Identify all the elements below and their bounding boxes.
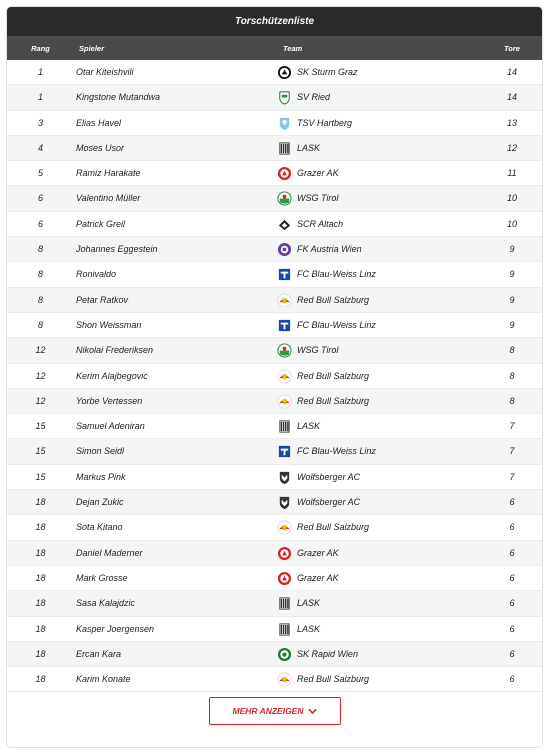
header-team: Team	[283, 44, 303, 53]
sturm-graz-crest-icon	[277, 65, 292, 80]
row-goals: 11	[507, 168, 517, 179]
row-goals: 6	[509, 598, 515, 609]
row-rank: 8	[37, 269, 43, 280]
row-player-name[interactable]: Ercan Kara	[76, 648, 122, 659]
row-goals: 6	[509, 547, 515, 558]
red-bull-salzburg-crest-icon	[277, 394, 292, 409]
row-team-name: Red Bull Salzburg	[297, 370, 370, 381]
row-team-name: LASK	[297, 598, 321, 609]
table-row	[7, 439, 542, 464]
row-player-name[interactable]: Patrick Greil	[76, 218, 126, 229]
row-goals: 14	[506, 92, 517, 103]
row-team[interactable]	[277, 217, 343, 232]
row-team[interactable]	[277, 520, 369, 535]
rapid-wien-crest-icon	[277, 647, 292, 662]
row-rank: 6	[37, 193, 43, 204]
table-row	[7, 389, 542, 414]
row-team[interactable]	[277, 90, 330, 105]
tsv-hartberg-crest-icon	[277, 116, 292, 131]
table-row	[7, 338, 542, 363]
wolfsberger-ac-crest-icon	[277, 495, 292, 510]
row-goals: 8	[509, 345, 515, 356]
row-goals: 6	[509, 648, 515, 659]
row-goals: 9	[509, 319, 515, 330]
red-bull-salzburg-crest-icon	[277, 293, 292, 308]
table-row	[7, 60, 542, 85]
wsg-tirol-crest-icon	[277, 343, 292, 358]
sv-ried-crest-icon	[277, 90, 292, 105]
table-row	[7, 591, 542, 616]
wsg-tirol-crest-icon	[277, 191, 292, 206]
row-rank: 1	[37, 67, 43, 77]
row-rank: 15	[35, 421, 46, 432]
row-goals: 12	[506, 142, 517, 153]
row-team[interactable]	[277, 571, 339, 586]
row-team[interactable]	[277, 293, 369, 308]
row-player-name[interactable]: Ramiz Harakate	[76, 168, 141, 179]
row-team-name: Red Bull Salzburg	[297, 294, 370, 305]
row-team[interactable]	[277, 242, 362, 257]
row-goals: 7	[509, 421, 515, 432]
blau-weiss-linz-crest-icon	[277, 267, 292, 282]
row-rank: 4	[37, 142, 43, 153]
row-rank: 1	[37, 92, 43, 103]
row-player-name[interactable]: Samuel Adeniran	[76, 421, 145, 432]
table-row	[7, 414, 542, 439]
row-player-name[interactable]: Petar Ratkov	[76, 294, 129, 305]
blau-weiss-linz-crest-icon	[277, 444, 292, 459]
row-player-name[interactable]: Nikolai Frederiksen	[76, 345, 154, 356]
header-rank: Rang	[31, 44, 50, 53]
row-team-name: SCR Altach	[297, 218, 344, 229]
row-team-name: SV Ried	[297, 92, 331, 103]
row-player-name[interactable]: Moses Usor	[76, 142, 125, 153]
row-team[interactable]	[277, 267, 376, 282]
table-row	[7, 186, 542, 211]
table-row	[7, 642, 542, 667]
row-rank: 18	[35, 648, 46, 659]
row-player-name[interactable]: Markus Pink	[76, 471, 126, 482]
row-goals: 6	[509, 623, 515, 634]
row-team[interactable]	[277, 343, 338, 358]
header-goals: Tore	[504, 44, 520, 53]
grazer-ak-crest-icon	[277, 571, 292, 586]
row-goals: 7	[509, 446, 515, 457]
row-rank: 3	[37, 117, 43, 128]
table-row	[7, 136, 542, 161]
row-team-name: WSG Tirol	[297, 345, 339, 356]
row-player-name[interactable]: Simon Seidl	[76, 446, 125, 457]
row-goals: 9	[509, 294, 515, 305]
red-bull-salzburg-crest-icon	[277, 672, 292, 687]
row-rank: 15	[35, 446, 46, 457]
scorers-table-body	[7, 60, 542, 692]
row-rank: 18	[35, 497, 46, 508]
row-player-name[interactable]: Kingstone Mutandwa	[76, 92, 161, 103]
table-row	[7, 617, 542, 642]
row-team-name: FC Blau-Weiss Linz	[297, 269, 376, 280]
row-team[interactable]	[277, 444, 376, 459]
table-row	[7, 465, 542, 490]
row-team[interactable]	[277, 166, 339, 181]
more-button-wrap	[7, 697, 542, 725]
row-goals: 14	[506, 67, 517, 77]
red-bull-salzburg-crest-icon	[277, 520, 292, 535]
row-rank: 12	[35, 395, 46, 406]
row-player-name[interactable]: Kerim Alajbegovic	[76, 370, 148, 381]
show-more-button[interactable]	[209, 697, 341, 725]
row-player-name[interactable]: Elias Havel	[76, 117, 122, 128]
table-header	[7, 36, 542, 60]
table-row	[7, 161, 542, 186]
table-row	[7, 212, 542, 237]
austria-wien-crest-icon	[277, 242, 292, 257]
table-row	[7, 515, 542, 540]
table-row	[7, 237, 542, 262]
row-team[interactable]	[277, 546, 339, 561]
row-player-name[interactable]: Otar Kiteishvili	[76, 67, 134, 77]
row-team-name: SK Rapid Wien	[297, 648, 358, 659]
lask-crest-icon	[277, 596, 292, 611]
table-row	[7, 262, 542, 287]
row-rank: 18	[35, 598, 46, 609]
row-team-name: WSG Tirol	[297, 193, 339, 204]
wolfsberger-ac-crest-icon	[277, 470, 292, 485]
row-player-name[interactable]: Sasa Kalajdzic	[76, 598, 136, 609]
row-rank: 12	[35, 370, 46, 381]
row-player-name[interactable]: Valentino Müller	[76, 193, 141, 204]
row-team-name: Grazer AK	[297, 547, 339, 558]
row-goals: 8	[509, 370, 515, 381]
blau-weiss-linz-crest-icon	[277, 318, 292, 333]
row-team[interactable]	[277, 596, 320, 611]
show-more-label: MEHR ANZEIGEN	[232, 706, 304, 716]
row-team-name: LASK	[297, 623, 321, 634]
row-team[interactable]	[277, 141, 320, 156]
row-rank: 8	[37, 244, 43, 255]
row-team-name: SK Sturm Graz	[297, 67, 358, 77]
row-goals: 13	[506, 117, 517, 128]
row-player-name[interactable]: Johannes Eggestein	[76, 244, 158, 255]
row-goals: 6	[509, 674, 515, 685]
row-team[interactable]	[277, 65, 358, 80]
row-team[interactable]	[277, 647, 358, 662]
row-team-name: TSV Hartberg	[297, 117, 353, 128]
row-team-name: Red Bull Salzburg	[297, 522, 370, 533]
row-team-name: Wolfsberger AC	[297, 471, 361, 482]
row-team-name: Red Bull Salzburg	[297, 395, 370, 406]
row-team[interactable]	[277, 672, 369, 687]
row-team[interactable]	[277, 495, 360, 510]
table-row	[7, 313, 542, 338]
row-goals: 6	[509, 522, 515, 533]
row-player-name[interactable]: Dejan Zukic	[76, 497, 124, 508]
row-goals: 6	[509, 497, 515, 508]
table-row	[7, 364, 542, 389]
red-bull-salzburg-crest-icon	[277, 369, 292, 384]
row-player-name[interactable]: Mark Grosse	[76, 572, 128, 583]
row-goals: 8	[509, 395, 515, 406]
row-team-name: Grazer AK	[297, 572, 339, 583]
row-team-name: LASK	[297, 142, 321, 153]
row-player-name[interactable]: Shon Weissman	[76, 319, 142, 330]
widget-title-text: Torschützenliste	[234, 16, 315, 27]
row-rank: 18	[35, 547, 46, 558]
chevron-down-icon	[308, 707, 317, 716]
row-team-name: FK Austria Wien	[297, 244, 362, 255]
row-team-name: FC Blau-Weiss Linz	[297, 446, 376, 457]
table-row	[7, 85, 542, 110]
row-player-name[interactable]: Sota Kitano	[76, 522, 123, 533]
table-row	[7, 490, 542, 515]
row-team[interactable]	[277, 369, 369, 384]
row-rank: 18	[35, 674, 46, 685]
table-row	[7, 288, 542, 313]
row-goals: 7	[509, 471, 515, 482]
grazer-ak-crest-icon	[277, 166, 292, 181]
row-team-name: Red Bull Salzburg	[297, 674, 370, 685]
row-goals: 10	[506, 193, 517, 204]
row-goals: 9	[509, 269, 515, 280]
scr-altach-crest-icon	[277, 217, 292, 232]
lask-crest-icon	[277, 419, 292, 434]
row-team-name: Grazer AK	[297, 168, 339, 179]
row-rank: 18	[35, 522, 46, 533]
row-team[interactable]	[277, 191, 338, 206]
lask-crest-icon	[277, 622, 292, 637]
row-rank: 18	[35, 623, 46, 634]
row-rank: 18	[35, 572, 46, 583]
row-team[interactable]	[277, 622, 320, 637]
row-rank: 8	[37, 319, 43, 330]
row-team-name: FC Blau-Weiss Linz	[297, 319, 376, 330]
row-player-name[interactable]: Karim Konate	[76, 674, 131, 685]
row-rank: 12	[35, 345, 46, 356]
row-player-name[interactable]: Ronivaldo	[76, 269, 117, 280]
row-goals: 10	[506, 218, 517, 229]
table-row	[7, 566, 542, 591]
row-rank: 6	[37, 218, 43, 229]
table-row	[7, 111, 542, 136]
row-team-name: LASK	[297, 421, 321, 432]
row-team[interactable]	[277, 116, 352, 131]
table-row	[7, 541, 542, 566]
row-rank: 8	[37, 294, 43, 305]
row-rank: 15	[35, 471, 46, 482]
row-goals: 6	[509, 572, 515, 583]
row-player-name[interactable]: Yorbe Vertessen	[76, 395, 143, 406]
row-player-name[interactable]: Daniel Maderner	[76, 547, 143, 558]
row-team[interactable]	[277, 470, 360, 485]
scorers-widget	[6, 6, 543, 748]
row-team[interactable]	[277, 394, 369, 409]
row-team[interactable]	[277, 318, 376, 333]
lask-crest-icon	[277, 141, 292, 156]
row-rank: 5	[37, 168, 43, 179]
grazer-ak-crest-icon	[277, 546, 292, 561]
header-player: Spieler	[79, 44, 105, 53]
row-goals: 9	[509, 244, 515, 255]
table-row	[7, 667, 542, 692]
row-player-name[interactable]: Kasper Joergensen	[76, 623, 155, 634]
widget-title	[7, 7, 542, 36]
row-team[interactable]	[277, 419, 320, 434]
row-team-name: Wolfsberger AC	[297, 497, 361, 508]
